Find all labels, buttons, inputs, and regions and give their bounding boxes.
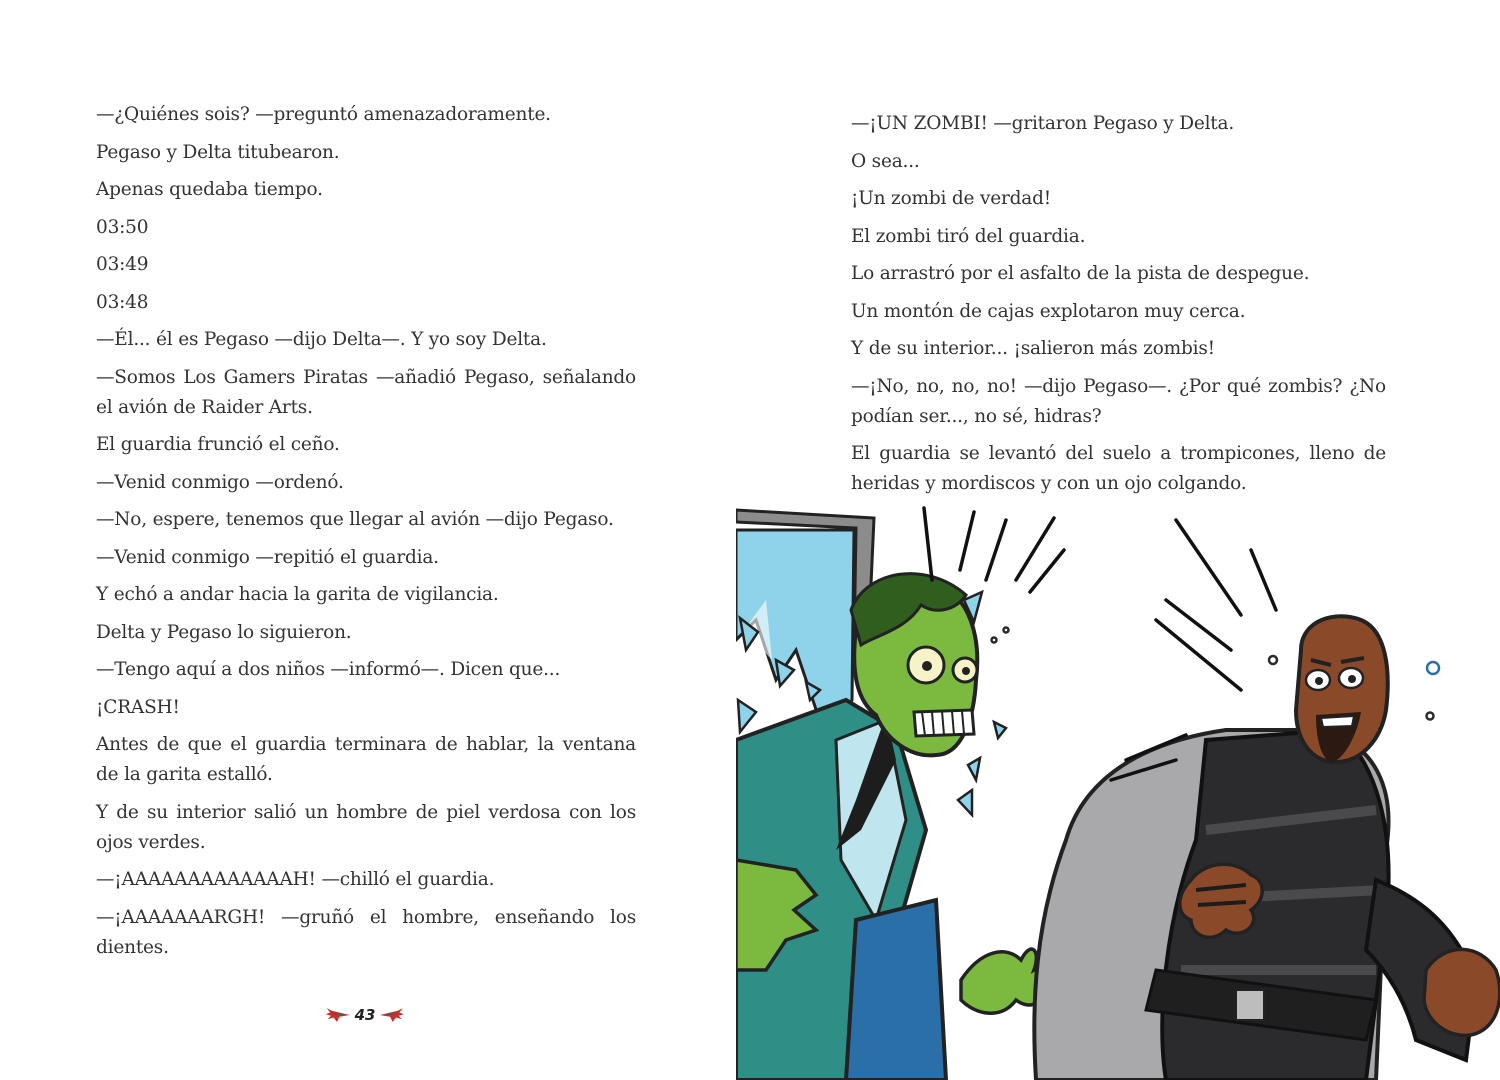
paragraph: —¡UN ZOMBI! —gritaron Pegaso y Delta. xyxy=(851,113,1235,134)
paragraph: El zombi tiró del guardia. xyxy=(851,225,1086,247)
wing-right-icon xyxy=(379,1006,405,1024)
paragraph: 03:48 xyxy=(96,291,149,313)
paragraph: —Tengo aquí a dos niños —informó—. Dicen que... xyxy=(96,659,561,680)
paragraph: Y de su interior salió un hombre de piel verdosa con los ojos verdes. xyxy=(96,801,636,853)
paragraph: —Venid conmigo —ordenó. xyxy=(96,471,344,493)
paragraph: Un montón de cajas explotaron muy cerca. xyxy=(851,300,1246,322)
paragraph: Pegaso y Delta titubearon. xyxy=(96,141,340,163)
paragraph: O sea... xyxy=(851,150,920,172)
paragraph: —Somos Los Gamers Piratas —añadió Pegaso, señalando el avión de Raider Arts. xyxy=(96,366,636,418)
right-text-column xyxy=(851,109,1386,507)
paragraph: 03:50 xyxy=(96,216,149,238)
paragraph: Antes de que el guardia terminara de hablar, la ventana de la garita estalló. xyxy=(96,734,636,785)
paragraph: Lo arrastró por el asfalto de la pista de despegue. xyxy=(851,263,1310,284)
paragraph: —Él... él es Pegaso —dijo Delta—. Y yo soy Delta. xyxy=(96,329,547,350)
paragraph: —No, espere, tenemos que llegar al avión —dijo Pegaso. xyxy=(96,509,614,530)
wing-left-icon xyxy=(325,1006,351,1024)
paragraph: El guardia se levantó del suelo a trompicones, lleno de heridas y mordiscos y con un ojo colgando. xyxy=(851,443,1386,494)
paragraph: —Venid conmigo —repitió el guardia. xyxy=(96,546,439,568)
paragraph: ¡CRASH! xyxy=(96,696,180,718)
paragraph: —¡No, no, no, no! —dijo Pegaso—. ¿Por qué zombis? ¿No podían ser..., no sé, hidras? xyxy=(851,375,1386,427)
left-text-column xyxy=(96,100,636,970)
paragraph: 03:49 xyxy=(96,254,149,275)
page-number xyxy=(325,1003,405,1027)
paragraph: Y de su interior... ¡salieron más zombis! xyxy=(851,338,1215,359)
paragraph: El guardia frunció el ceño. xyxy=(96,434,340,455)
paragraph: —¿Quiénes sois? —preguntó amenazadoramente. xyxy=(96,104,551,125)
zombie-attack-illustration xyxy=(736,500,1500,1080)
paragraph: —¡AAAAAAARGH! —gruñó el hombre, enseñando los dientes. xyxy=(96,906,636,958)
guard-figure xyxy=(1034,616,1500,1080)
paragraph: ¡Un zombi de verdad! xyxy=(851,188,1051,209)
paragraph: —¡AAAAAAAAAAAAAH! —chilló el guardia. xyxy=(96,869,495,890)
page-number-label: 43 xyxy=(354,1006,376,1024)
right-page xyxy=(750,0,1500,1080)
paragraph: Apenas quedaba tiempo. xyxy=(96,179,323,200)
paragraph: Y echó a andar hacia la garita de vigilancia. xyxy=(96,584,499,605)
paragraph: Delta y Pegaso lo siguieron. xyxy=(96,621,352,643)
illustration-svg xyxy=(736,500,1500,1080)
